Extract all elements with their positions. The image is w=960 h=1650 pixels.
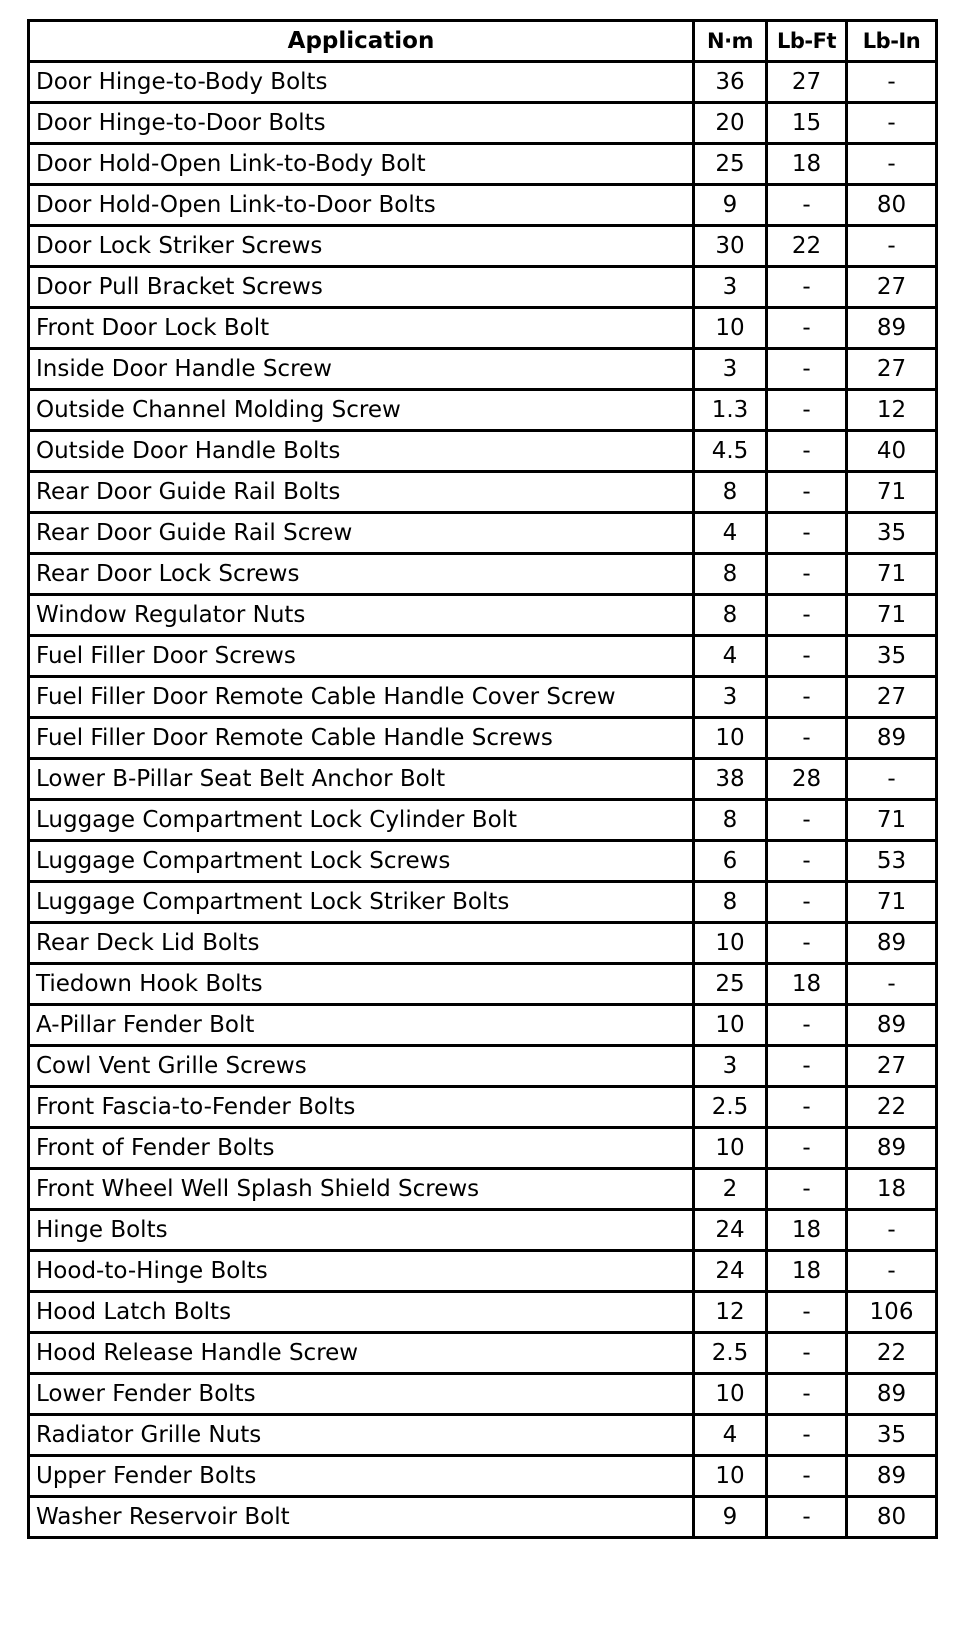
cell-lbft: - (767, 1005, 847, 1046)
cell-nm: 9 (694, 1497, 767, 1538)
cell-nm: 10 (694, 1374, 767, 1415)
cell-lbin: 106 (847, 1292, 937, 1333)
cell-lbin: - (847, 1210, 937, 1251)
cell-application: Door Lock Striker Screws (29, 226, 694, 267)
cell-lbin: 22 (847, 1087, 937, 1128)
cell-nm: 2.5 (694, 1333, 767, 1374)
cell-lbin: 80 (847, 185, 937, 226)
table-row (29, 349, 937, 390)
cell-nm: 1.3 (694, 390, 767, 431)
header-application: Application (29, 21, 694, 62)
cell-lbft: 18 (767, 1251, 847, 1292)
cell-application: Lower B-Pillar Seat Belt Anchor Bolt (29, 759, 694, 800)
table-row (29, 185, 937, 226)
cell-lbft: - (767, 554, 847, 595)
cell-lbft: - (767, 349, 847, 390)
cell-lbin: 71 (847, 554, 937, 595)
table-row (29, 103, 937, 144)
cell-lbft: 15 (767, 103, 847, 144)
cell-lbft: - (767, 1497, 847, 1538)
cell-lbin: 71 (847, 800, 937, 841)
cell-application: Outside Channel Molding Screw (29, 390, 694, 431)
cell-lbft: 27 (767, 62, 847, 103)
cell-application: Front of Fender Bolts (29, 1128, 694, 1169)
cell-lbft: - (767, 1169, 847, 1210)
cell-application: Door Pull Bracket Screws (29, 267, 694, 308)
cell-nm: 2 (694, 1169, 767, 1210)
cell-nm: 8 (694, 800, 767, 841)
cell-nm: 10 (694, 718, 767, 759)
header-nm: N·m (694, 21, 767, 62)
table-body (29, 62, 937, 1538)
table-row (29, 964, 937, 1005)
cell-nm: 4 (694, 513, 767, 554)
cell-application: Front Door Lock Bolt (29, 308, 694, 349)
table-row (29, 800, 937, 841)
cell-application: Fuel Filler Door Remote Cable Handle Cover Screw (29, 677, 694, 718)
cell-nm: 4.5 (694, 431, 767, 472)
table-row (29, 390, 937, 431)
cell-lbft: - (767, 636, 847, 677)
cell-lbft: - (767, 800, 847, 841)
cell-application: Hinge Bolts (29, 1210, 694, 1251)
cell-lbin: 89 (847, 923, 937, 964)
table-row (29, 226, 937, 267)
cell-nm: 2.5 (694, 1087, 767, 1128)
cell-lbin: - (847, 759, 937, 800)
cell-application: Tiedown Hook Bolts (29, 964, 694, 1005)
cell-application: Radiator Grille Nuts (29, 1415, 694, 1456)
cell-lbin: - (847, 103, 937, 144)
cell-application: A-Pillar Fender Bolt (29, 1005, 694, 1046)
cell-application: Luggage Compartment Lock Cylinder Bolt (29, 800, 694, 841)
cell-application: Rear Deck Lid Bolts (29, 923, 694, 964)
cell-nm: 3 (694, 349, 767, 390)
cell-application: Washer Reservoir Bolt (29, 1497, 694, 1538)
cell-lbft: - (767, 472, 847, 513)
table-header-row (29, 21, 937, 62)
fastener-torque-table (27, 19, 938, 1539)
cell-lbin: 89 (847, 1456, 937, 1497)
table-row (29, 1292, 937, 1333)
cell-application: Door Hold-Open Link-to-Body Bolt (29, 144, 694, 185)
cell-lbin: - (847, 964, 937, 1005)
cell-lbft: - (767, 882, 847, 923)
cell-nm: 10 (694, 1005, 767, 1046)
cell-nm: 4 (694, 636, 767, 677)
cell-application: Hood-to-Hinge Bolts (29, 1251, 694, 1292)
cell-nm: 25 (694, 144, 767, 185)
cell-lbft: - (767, 1087, 847, 1128)
cell-lbft: - (767, 390, 847, 431)
cell-lbin: 71 (847, 472, 937, 513)
cell-nm: 36 (694, 62, 767, 103)
cell-lbin: 27 (847, 1046, 937, 1087)
table-row (29, 1046, 937, 1087)
cell-lbft: - (767, 513, 847, 554)
cell-lbft: - (767, 1046, 847, 1087)
table-row (29, 144, 937, 185)
cell-lbft: - (767, 431, 847, 472)
cell-lbin: 80 (847, 1497, 937, 1538)
cell-lbft: - (767, 1374, 847, 1415)
table-row (29, 472, 937, 513)
cell-lbft: - (767, 1292, 847, 1333)
cell-lbft: 28 (767, 759, 847, 800)
cell-nm: 10 (694, 923, 767, 964)
cell-application: Upper Fender Bolts (29, 1456, 694, 1497)
cell-nm: 8 (694, 554, 767, 595)
cell-application: Window Regulator Nuts (29, 595, 694, 636)
cell-lbin: 22 (847, 1333, 937, 1374)
cell-application: Front Fascia-to-Fender Bolts (29, 1087, 694, 1128)
cell-application: Inside Door Handle Screw (29, 349, 694, 390)
table-row (29, 62, 937, 103)
cell-lbft: - (767, 267, 847, 308)
table-row (29, 718, 937, 759)
table-row (29, 267, 937, 308)
cell-lbin: 71 (847, 882, 937, 923)
table-row (29, 1374, 937, 1415)
cell-nm: 25 (694, 964, 767, 1005)
cell-nm: 20 (694, 103, 767, 144)
cell-lbft: - (767, 1415, 847, 1456)
cell-lbin: 35 (847, 513, 937, 554)
table-row (29, 1497, 937, 1538)
cell-nm: 6 (694, 841, 767, 882)
cell-lbin: 18 (847, 1169, 937, 1210)
cell-nm: 8 (694, 882, 767, 923)
cell-lbin: 35 (847, 1415, 937, 1456)
table-row (29, 923, 937, 964)
cell-nm: 3 (694, 1046, 767, 1087)
cell-application: Door Hinge-to-Body Bolts (29, 62, 694, 103)
cell-lbin: - (847, 1251, 937, 1292)
cell-application: Door Hold-Open Link-to-Door Bolts (29, 185, 694, 226)
table-row (29, 677, 937, 718)
table-row (29, 1333, 937, 1374)
cell-nm: 12 (694, 1292, 767, 1333)
table-row (29, 1087, 937, 1128)
cell-lbft: - (767, 308, 847, 349)
cell-lbft: 18 (767, 1210, 847, 1251)
table-row (29, 595, 937, 636)
cell-nm: 10 (694, 1456, 767, 1497)
cell-application: Hood Latch Bolts (29, 1292, 694, 1333)
cell-lbft: 18 (767, 964, 847, 1005)
cell-lbin: 89 (847, 1374, 937, 1415)
table-row (29, 308, 937, 349)
cell-nm: 30 (694, 226, 767, 267)
cell-application: Fuel Filler Door Remote Cable Handle Screws (29, 718, 694, 759)
table-row (29, 1128, 937, 1169)
table-row (29, 1005, 937, 1046)
cell-lbft: - (767, 677, 847, 718)
cell-nm: 8 (694, 472, 767, 513)
table-row (29, 841, 937, 882)
cell-lbin: 27 (847, 349, 937, 390)
cell-application: Fuel Filler Door Screws (29, 636, 694, 677)
cell-lbin: 89 (847, 308, 937, 349)
cell-lbin: 89 (847, 1128, 937, 1169)
cell-lbft: - (767, 1456, 847, 1497)
cell-nm: 10 (694, 308, 767, 349)
table-row (29, 1169, 937, 1210)
table-row (29, 513, 937, 554)
cell-lbft: - (767, 185, 847, 226)
cell-lbin: 89 (847, 718, 937, 759)
cell-nm: 4 (694, 1415, 767, 1456)
cell-lbft: - (767, 595, 847, 636)
cell-nm: 3 (694, 677, 767, 718)
cell-application: Luggage Compartment Lock Striker Bolts (29, 882, 694, 923)
cell-application: Outside Door Handle Bolts (29, 431, 694, 472)
cell-application: Luggage Compartment Lock Screws (29, 841, 694, 882)
cell-application: Rear Door Guide Rail Screw (29, 513, 694, 554)
cell-application: Rear Door Guide Rail Bolts (29, 472, 694, 513)
cell-lbin: 27 (847, 267, 937, 308)
cell-lbin: 40 (847, 431, 937, 472)
cell-lbft: - (767, 718, 847, 759)
cell-nm: 38 (694, 759, 767, 800)
cell-application: Hood Release Handle Screw (29, 1333, 694, 1374)
table-row (29, 882, 937, 923)
cell-nm: 9 (694, 185, 767, 226)
cell-lbin: 71 (847, 595, 937, 636)
cell-lbin: 12 (847, 390, 937, 431)
header-lbin: Lb-In (847, 21, 937, 62)
cell-nm: 24 (694, 1251, 767, 1292)
table-row (29, 554, 937, 595)
cell-lbin: 27 (847, 677, 937, 718)
table-row (29, 759, 937, 800)
cell-lbin: - (847, 62, 937, 103)
cell-nm: 10 (694, 1128, 767, 1169)
cell-lbft: - (767, 841, 847, 882)
cell-lbin: 89 (847, 1005, 937, 1046)
cell-application: Cowl Vent Grille Screws (29, 1046, 694, 1087)
cell-lbin: 35 (847, 636, 937, 677)
table-row (29, 1210, 937, 1251)
cell-lbft: - (767, 923, 847, 964)
table-row (29, 431, 937, 472)
cell-lbin: - (847, 144, 937, 185)
cell-nm: 3 (694, 267, 767, 308)
table-row (29, 636, 937, 677)
cell-application: Rear Door Lock Screws (29, 554, 694, 595)
cell-lbft: - (767, 1333, 847, 1374)
cell-nm: 24 (694, 1210, 767, 1251)
cell-lbft: 22 (767, 226, 847, 267)
table-row (29, 1456, 937, 1497)
cell-lbft: 18 (767, 144, 847, 185)
cell-lbin: - (847, 226, 937, 267)
cell-application: Door Hinge-to-Door Bolts (29, 103, 694, 144)
cell-lbin: 53 (847, 841, 937, 882)
table-row (29, 1415, 937, 1456)
cell-application: Lower Fender Bolts (29, 1374, 694, 1415)
table-row (29, 1251, 937, 1292)
cell-nm: 8 (694, 595, 767, 636)
header-lbft: Lb-Ft (767, 21, 847, 62)
cell-lbft: - (767, 1128, 847, 1169)
cell-application: Front Wheel Well Splash Shield Screws (29, 1169, 694, 1210)
